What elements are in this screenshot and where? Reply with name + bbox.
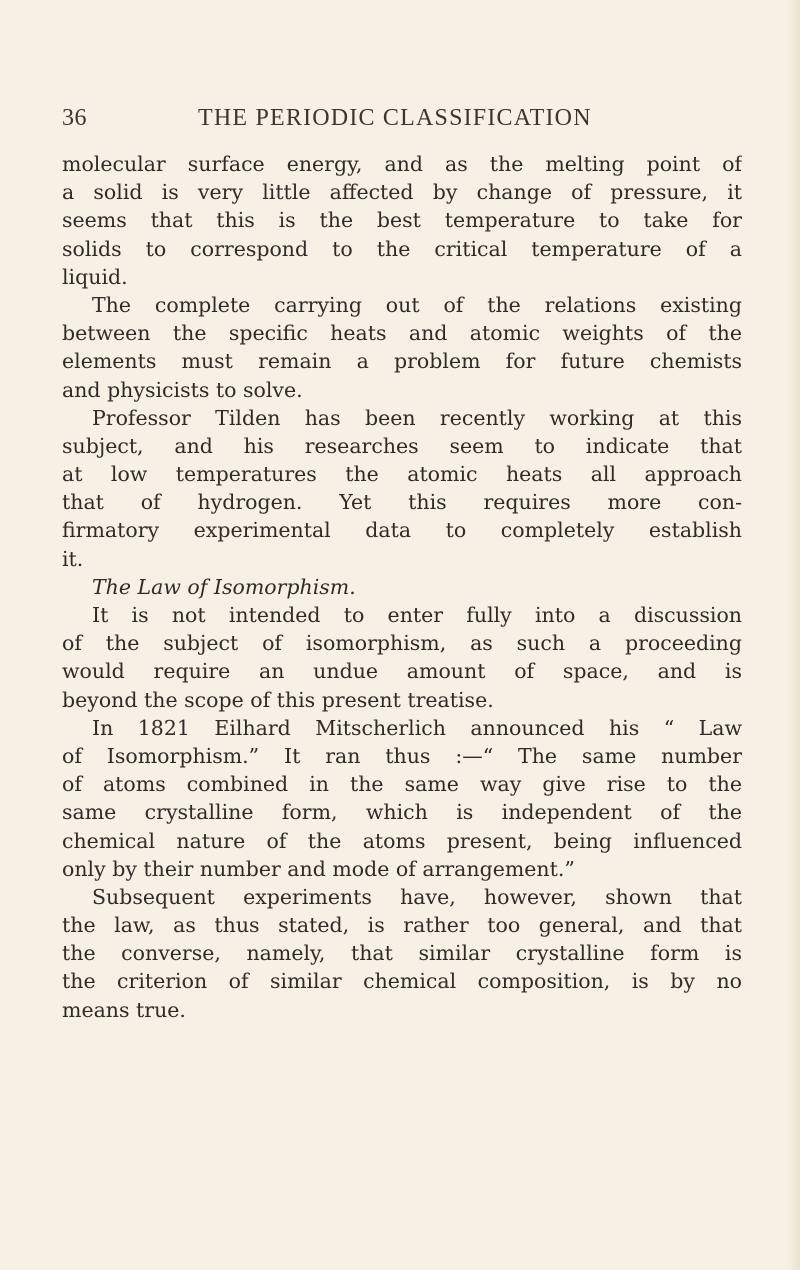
page-header [62, 105, 742, 141]
text-line: only by their number and mode of arrangement.” [62, 856, 575, 881]
text-line: between the specific heats and atomic weights of the [62, 321, 742, 346]
text-line: Professor Tilden has been recently working at this [92, 405, 742, 430]
page-edge-shading [786, 0, 800, 1270]
text-line: subject, and his researches seem to indicate that [62, 433, 742, 458]
text-line: of the subject of isomorphism, as such a proceeding [62, 631, 742, 656]
text-line: of atoms combined in the same way give rise to the [62, 772, 742, 797]
text-line: molecular surface energy, and as the melting point of [62, 152, 742, 176]
text-line: means true. [62, 997, 186, 1022]
text-line: It is not intended to enter fully into a discussion [92, 603, 742, 627]
text-line: same crystalline form, which is independent of the [62, 800, 742, 825]
text-line: elements must remain a problem for future chemists [62, 349, 742, 374]
text-line: In 1821 Eilhard Mitscherlich announced his “ Law [92, 715, 742, 740]
text-line: beyond the scope of this present treatise. [62, 687, 494, 712]
text-line: it. [62, 546, 84, 571]
text-line: chemical nature of the atoms present, being influenced [62, 828, 742, 853]
text-line: at low temperatures the atomic heats all approach [62, 462, 742, 487]
text-line: a solid is very little affected by change of pressure, it [62, 180, 742, 205]
running-head: THE PERIODIC CLASSIFICATION [198, 105, 592, 131]
text-line: The complete carrying out of the relations existing [92, 292, 742, 317]
text-line: solids to correspond to the critical temperature of a [62, 236, 742, 261]
text-line: the criterion of similar chemical composition, is by no [62, 969, 742, 994]
text-line: and physicists to solve. [62, 377, 303, 402]
text-line: liquid. [62, 264, 128, 289]
text-line: the law, as thus stated, is rather too general, and that [62, 913, 742, 938]
text-line: Subsequent experiments have, however, shown that [92, 884, 742, 909]
text-line: would require an undue amount of space, and is [62, 659, 742, 684]
text-line: firmatory experimental data to completely establish [62, 518, 742, 543]
text-line: of Isomorphism.” It ran thus :—“ The same number [62, 743, 742, 768]
section-heading: The Law of Isomorphism. [92, 574, 356, 599]
page-number: 36 [62, 105, 87, 131]
text-line: that of hydrogen. Yet this requires more con- [62, 490, 742, 515]
text-line: seems that this is the best temperature to take for [62, 208, 742, 233]
body-text [62, 150, 742, 1024]
text-line: the converse, namely, that similar crystalline form is [62, 941, 742, 966]
